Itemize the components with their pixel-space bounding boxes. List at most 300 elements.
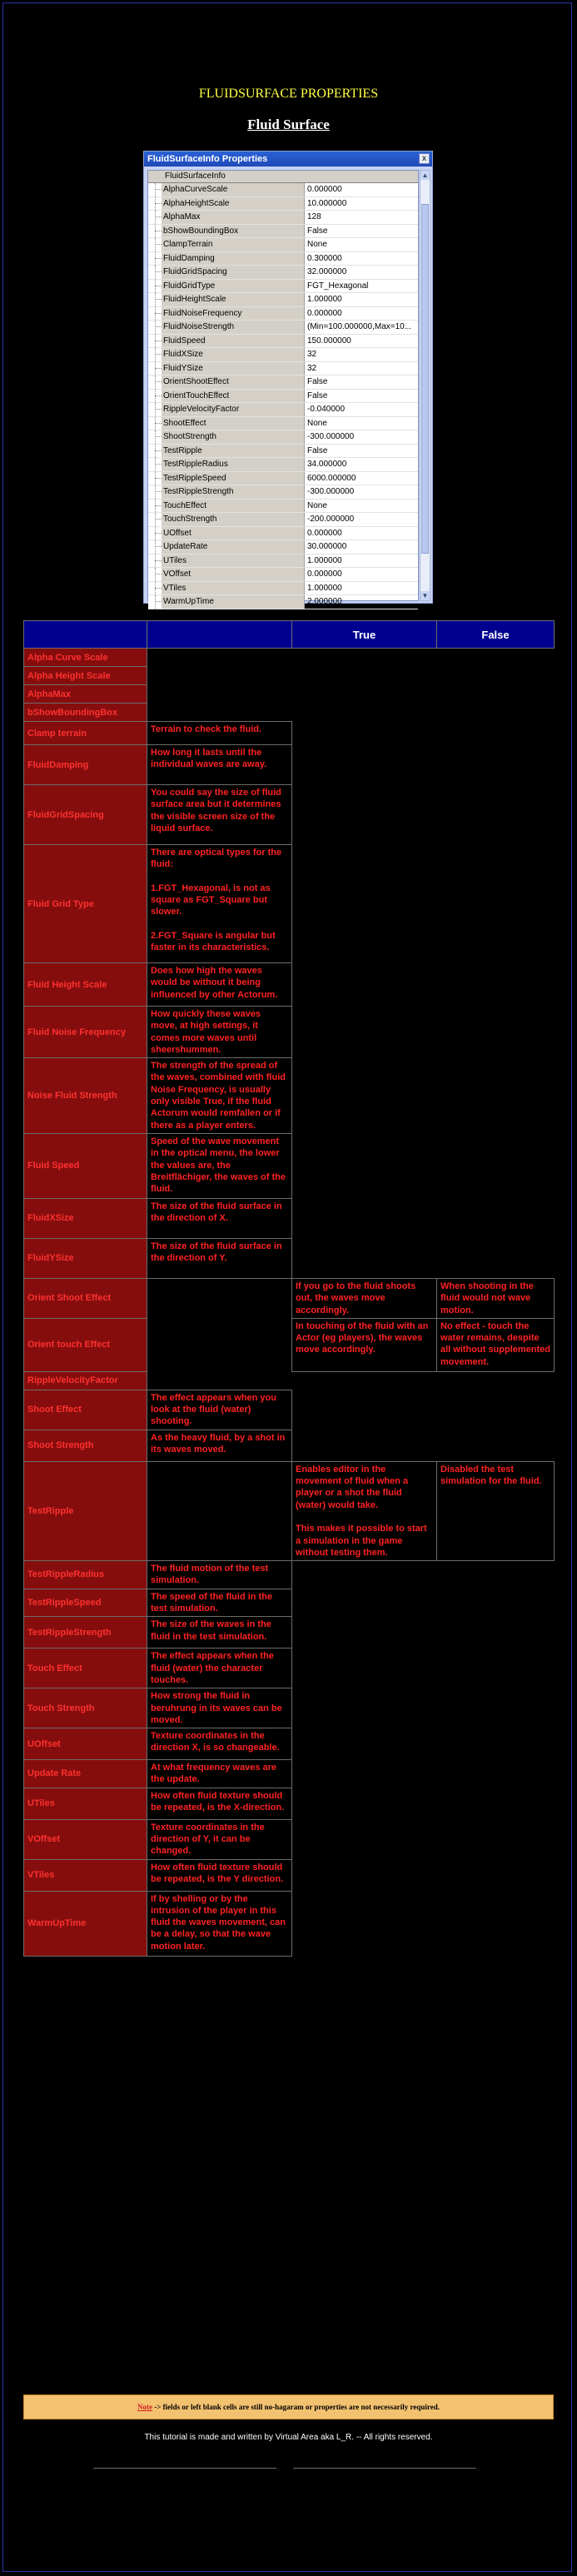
row-false-value bbox=[437, 1371, 555, 1390]
grid-prop-value[interactable]: (Min=100.000000,Max=10... bbox=[307, 322, 412, 331]
divider bbox=[93, 2468, 276, 2469]
table-row bbox=[24, 963, 555, 1007]
row-true-value bbox=[292, 963, 437, 1007]
grid-prop-value[interactable]: 1.000000 bbox=[307, 583, 342, 593]
grid-row[interactable] bbox=[148, 485, 418, 500]
scroll-down-icon[interactable]: ▼ bbox=[421, 592, 429, 599]
grid-prop-name: FluidYSize bbox=[162, 362, 305, 375]
table-row bbox=[24, 685, 555, 704]
grid-prop-value[interactable]: 30.000000 bbox=[307, 542, 347, 551]
grid-prop-name: ClampTerrain bbox=[162, 238, 305, 251]
row-true-value bbox=[292, 1589, 437, 1617]
row-property-name: TestRippleSpeed bbox=[24, 1589, 147, 1617]
grid-prop-name: AlphaMax bbox=[162, 211, 305, 224]
table-row bbox=[24, 1819, 555, 1859]
table-row bbox=[24, 1649, 555, 1688]
row-false-value bbox=[437, 1390, 555, 1430]
row-true-value bbox=[292, 1688, 437, 1728]
row-false-value bbox=[437, 1198, 555, 1238]
grid-prop-name: ShootStrength bbox=[162, 430, 305, 444]
row-description: There are optical types for the fluid: 1.FGT_Hexagonal, is not as square as FGT_Square but slower. 2.FGT_Square is angular but faster in its characteristics. bbox=[147, 845, 292, 963]
table-row bbox=[24, 745, 555, 785]
grid-prop-name: FluidNoiseStrength bbox=[162, 321, 305, 334]
row-false-value bbox=[437, 704, 555, 722]
row-true-value bbox=[292, 1649, 437, 1688]
table-row bbox=[24, 1390, 555, 1430]
grid-prop-name: TouchEffect bbox=[162, 500, 305, 513]
grid-row[interactable] bbox=[148, 375, 418, 390]
row-true-value: If you go to the fluid shoots out, the waves move accordingly. bbox=[292, 1278, 437, 1318]
grid-prop-name: VTiles bbox=[162, 582, 305, 595]
row-property-name: TestRipple bbox=[24, 1461, 147, 1560]
grid-prop-value[interactable]: None bbox=[307, 240, 327, 249]
grid-prop-value[interactable]: 0.000000 bbox=[307, 185, 342, 194]
row-true-value: In touching of the fluid with an Actor (eg players), the waves move accordingly. bbox=[292, 1318, 437, 1371]
table-header-row bbox=[24, 621, 555, 649]
grid-prop-value[interactable]: -200.000000 bbox=[307, 515, 355, 524]
grid-prop-value[interactable]: 32 bbox=[307, 363, 317, 373]
grid-row[interactable] bbox=[148, 252, 418, 266]
grid-prop-name: FluidGridType bbox=[162, 280, 305, 293]
row-description: Texture coordinates in the direction X, is so changeable. bbox=[147, 1728, 292, 1760]
row-false-value bbox=[437, 1788, 555, 1819]
grid-prop-value[interactable]: 1.000000 bbox=[307, 555, 342, 565]
row-property-name: RippleVelocityFactor bbox=[24, 1371, 147, 1390]
row-false-value bbox=[437, 1819, 555, 1859]
row-false-value bbox=[437, 1688, 555, 1728]
row-description: How long it lasts until the individual waves are away. bbox=[147, 745, 292, 785]
table-row bbox=[24, 1891, 555, 1956]
table-row bbox=[24, 1371, 555, 1390]
row-description: At what frequency waves are the update. bbox=[147, 1760, 292, 1788]
row-description: The speed of the fluid in the test simulation. bbox=[147, 1589, 292, 1617]
header-false: False bbox=[437, 621, 555, 649]
tree-line-icon bbox=[148, 362, 162, 375]
grid-prop-name: AlphaCurveScale bbox=[162, 183, 305, 196]
tree-line-icon bbox=[148, 568, 162, 581]
grid-row[interactable] bbox=[148, 458, 418, 472]
row-property-name: FluidGridSpacing bbox=[24, 785, 147, 845]
grid-row[interactable] bbox=[148, 197, 418, 211]
row-property-name: Touch Strength bbox=[24, 1688, 147, 1728]
grid-prop-name: FluidHeightScale bbox=[162, 293, 305, 306]
properties-window bbox=[143, 151, 433, 604]
tree-line-icon bbox=[148, 540, 162, 554]
tree-line-icon bbox=[148, 582, 162, 595]
row-true-value bbox=[292, 1788, 437, 1819]
grid-row[interactable] bbox=[148, 335, 418, 349]
table-row bbox=[24, 1728, 555, 1760]
row-description: If by shelling or by the intrusion of the player in this fluid the waves movement, can be a delay, so that the wave motion later. bbox=[147, 1891, 292, 1956]
row-false-value bbox=[437, 1430, 555, 1461]
row-description bbox=[147, 704, 292, 722]
grid-row[interactable] bbox=[148, 568, 418, 582]
row-false-value: When shooting in the fluid would not wave motion. bbox=[437, 1278, 555, 1318]
row-property-name: Orient Shoot Effect bbox=[24, 1278, 147, 1318]
section-heading: Fluid Surface bbox=[247, 117, 330, 132]
tree-line-icon bbox=[148, 458, 162, 471]
table-row bbox=[24, 1617, 555, 1649]
row-true-value bbox=[292, 845, 437, 963]
credit-text: This tutorial is made and written by Virtual Area aka L_R. -- All rights reserved. bbox=[144, 2433, 433, 2442]
row-description: How often fluid texture should be repeated, is the Y direction. bbox=[147, 1859, 292, 1891]
table-row bbox=[24, 1007, 555, 1058]
row-true-value bbox=[292, 1859, 437, 1891]
scroll-thumb[interactable] bbox=[421, 204, 429, 554]
row-false-value bbox=[437, 1561, 555, 1589]
tree-line-icon bbox=[148, 445, 162, 458]
header-blank bbox=[147, 621, 292, 649]
grid-prop-value[interactable]: None bbox=[307, 418, 327, 428]
grid-row[interactable] bbox=[148, 430, 418, 445]
row-property-name: Fluid Grid Type bbox=[24, 845, 147, 963]
row-description bbox=[147, 1371, 292, 1390]
table-row bbox=[24, 704, 555, 722]
table-row bbox=[24, 1688, 555, 1728]
tree-line-icon bbox=[148, 293, 162, 306]
grid-prop-name: RippleVelocityFactor bbox=[162, 403, 305, 416]
row-false-value bbox=[437, 1859, 555, 1891]
row-false-value bbox=[437, 745, 555, 785]
row-property-name: Orient touch Effect bbox=[24, 1318, 147, 1371]
grid-prop-name: FluidSpeed bbox=[162, 335, 305, 348]
table-row bbox=[24, 1058, 555, 1134]
row-property-name: FluidDamping bbox=[24, 745, 147, 785]
row-description: Speed of the wave movement in the optical menu, the lower the values are, the Breitflächiger, the waves of the fluid. bbox=[147, 1133, 292, 1198]
row-true-value bbox=[292, 745, 437, 785]
row-property-name: Shoot Effect bbox=[24, 1390, 147, 1430]
grid-prop-value[interactable]: 0.300000 bbox=[307, 253, 342, 263]
row-property-name: FluidYSize bbox=[24, 1238, 147, 1278]
note-link[interactable]: Note bbox=[137, 2403, 153, 2411]
row-description: How quickly these waves move, at high settings, it comes more waves until sheershummen. bbox=[147, 1007, 292, 1058]
grid-row[interactable] bbox=[148, 595, 418, 609]
grid-row[interactable] bbox=[148, 417, 418, 431]
grid-row[interactable] bbox=[148, 445, 418, 459]
grid-prop-value[interactable]: 32 bbox=[307, 350, 317, 359]
grid-prop-value[interactable]: 0.000000 bbox=[307, 569, 342, 579]
grid-prop-name: UOffset bbox=[162, 527, 305, 540]
row-description bbox=[147, 649, 292, 667]
grid-prop-value[interactable]: -300.000000 bbox=[307, 487, 355, 496]
grid-prop-value[interactable]: 34.000000 bbox=[307, 460, 347, 469]
page-title: FLUIDSURFACE PROPERTIES bbox=[198, 87, 379, 101]
row-true-value bbox=[292, 1198, 437, 1238]
grid-prop-value[interactable]: 0.000000 bbox=[307, 528, 342, 538]
note-text: -> fields or left blank cells are still no-hagaram or properties are not necessarily required. bbox=[154, 2403, 440, 2411]
row-false-value bbox=[437, 1058, 555, 1134]
grid-prop-name: OrientShootEffect bbox=[162, 375, 305, 389]
grid-row[interactable] bbox=[148, 280, 418, 294]
row-true-value bbox=[292, 722, 437, 745]
row-true-value: Enables editor in the movement of fluid when a player or a shot the fluid (water) would take. This makes it possible to start a simulation in the game without testing them. bbox=[292, 1461, 437, 1560]
row-false-value bbox=[437, 963, 555, 1007]
grid-row[interactable] bbox=[148, 582, 418, 596]
row-description: Terrain to check the fluid. bbox=[147, 722, 292, 745]
row-description: Does how high the waves would be without it being influenced by other Actorum. bbox=[147, 963, 292, 1007]
row-description bbox=[147, 667, 292, 685]
row-false-value bbox=[437, 1760, 555, 1788]
tree-line-icon bbox=[148, 335, 162, 348]
grid-row[interactable] bbox=[148, 540, 418, 554]
row-true-value bbox=[292, 1728, 437, 1760]
row-property-name: Noise Fluid Strength bbox=[24, 1058, 147, 1134]
row-false-value bbox=[437, 1238, 555, 1278]
row-false-value bbox=[437, 685, 555, 704]
row-false-value bbox=[437, 1007, 555, 1058]
grid-prop-value[interactable]: False bbox=[307, 226, 328, 236]
row-description: You could say the size of fluid surface area but it determines the visible screen size of the liquid surface. bbox=[147, 785, 292, 845]
row-description bbox=[147, 1461, 292, 1560]
grid-prop-name: UpdateRate bbox=[162, 540, 305, 554]
tree-line-icon bbox=[148, 417, 162, 430]
row-property-name: Fluid Height Scale bbox=[24, 963, 147, 1007]
table-row bbox=[24, 1589, 555, 1617]
row-true-value bbox=[292, 1819, 437, 1859]
tree-line-icon bbox=[148, 527, 162, 540]
row-property-name: Touch Effect bbox=[24, 1649, 147, 1688]
grid-row[interactable] bbox=[148, 403, 418, 417]
note-box bbox=[23, 2394, 554, 2419]
grid-row[interactable] bbox=[148, 500, 418, 514]
tree-line-icon bbox=[148, 321, 162, 334]
tree-line-icon bbox=[148, 390, 162, 403]
grid-prop-value[interactable]: 128 bbox=[307, 212, 321, 221]
row-true-value bbox=[292, 1760, 437, 1788]
table-row bbox=[24, 1461, 555, 1560]
row-property-name: Clamp terrain bbox=[24, 722, 147, 745]
row-true-value bbox=[292, 685, 437, 704]
grid-prop-value[interactable]: 2.000000 bbox=[307, 597, 342, 606]
grid-prop-value[interactable]: FGT_Hexagonal bbox=[307, 281, 369, 291]
grid-prop-value[interactable]: 150.000000 bbox=[307, 336, 351, 346]
grid-prop-value[interactable]: False bbox=[307, 377, 328, 386]
tree-line-icon bbox=[148, 197, 162, 211]
divider bbox=[293, 2468, 476, 2469]
grid-prop-name: FluidDamping bbox=[162, 252, 305, 266]
table-row bbox=[24, 649, 555, 667]
row-property-name: Fluid Speed bbox=[24, 1133, 147, 1198]
row-true-value bbox=[292, 1007, 437, 1058]
row-true-value bbox=[292, 649, 437, 667]
tree-line-icon bbox=[148, 280, 162, 293]
row-description: The effect appears when you look at the fluid (water) shooting. bbox=[147, 1390, 292, 1430]
grid-prop-name: FluidXSize bbox=[162, 348, 305, 361]
grid-row[interactable] bbox=[148, 307, 418, 321]
grid-prop-value[interactable]: 6000.000000 bbox=[307, 473, 356, 483]
tree-line-icon bbox=[148, 472, 162, 485]
row-false-value bbox=[437, 649, 555, 667]
row-true-value bbox=[292, 785, 437, 845]
row-property-name: WarmUpTime bbox=[24, 1891, 147, 1956]
row-true-value bbox=[292, 1371, 437, 1390]
row-description: How often fluid texture should be repeated, is the X-direction. bbox=[147, 1788, 292, 1819]
close-icon[interactable]: x bbox=[419, 153, 430, 164]
row-description: How strong the fluid in beruhrung in its waves can be moved. bbox=[147, 1688, 292, 1728]
grid-prop-value[interactable]: False bbox=[307, 445, 328, 455]
grid-prop-value[interactable]: None bbox=[307, 500, 327, 510]
tree-line-icon bbox=[148, 252, 162, 266]
grid-row[interactable] bbox=[148, 554, 418, 569]
table-row bbox=[24, 845, 555, 963]
row-property-name: VTiles bbox=[24, 1859, 147, 1891]
grid-row[interactable] bbox=[148, 390, 418, 404]
row-property-name: AlphaMax bbox=[24, 685, 147, 704]
grid-prop-name: VOffset bbox=[162, 568, 305, 581]
tree-line-icon bbox=[148, 595, 162, 609]
row-property-name: TestRippleStrength bbox=[24, 1617, 147, 1649]
grid-prop-value[interactable]: 32.000000 bbox=[307, 267, 347, 276]
tree-line-icon bbox=[148, 403, 162, 416]
grid-prop-name: OrientTouchEffect bbox=[162, 390, 305, 403]
row-description: As the heavy fluid, by a shot in its waves moved. bbox=[147, 1430, 292, 1461]
table-row bbox=[24, 1760, 555, 1788]
row-false-value bbox=[437, 1589, 555, 1617]
row-false-value bbox=[437, 1891, 555, 1956]
grid-prop-name: TestRippleSpeed bbox=[162, 472, 305, 485]
row-true-value bbox=[292, 1133, 437, 1198]
row-false-value bbox=[437, 1649, 555, 1688]
grid-prop-name: FluidNoiseFrequency bbox=[162, 307, 305, 321]
tree-line-icon bbox=[148, 430, 162, 444]
row-false-value bbox=[437, 667, 555, 685]
row-description: The size of the waves in the fluid in the test simulation. bbox=[147, 1617, 292, 1649]
grid-prop-value[interactable]: -0.040000 bbox=[307, 405, 346, 414]
table-row bbox=[24, 722, 555, 745]
table-row bbox=[24, 1238, 555, 1278]
grid-prop-name: WarmUpTime bbox=[162, 595, 305, 609]
grid-prop-value[interactable]: 0.000000 bbox=[307, 308, 342, 318]
scrollbar[interactable] bbox=[420, 170, 430, 601]
table-row bbox=[24, 1788, 555, 1819]
tree-line-icon bbox=[148, 238, 162, 251]
tree-line-icon bbox=[148, 375, 162, 389]
header-blank bbox=[24, 621, 147, 649]
row-description: The fluid motion of the test simulation. bbox=[147, 1561, 292, 1589]
row-false-value bbox=[437, 845, 555, 963]
table-row bbox=[24, 1859, 555, 1891]
properties-table bbox=[23, 620, 555, 1957]
table-row bbox=[24, 785, 555, 845]
grid-prop-name: TouchStrength bbox=[162, 513, 305, 526]
grid-row[interactable] bbox=[148, 362, 418, 376]
grid-prop-name: TestRipple bbox=[162, 445, 305, 458]
row-property-name: VOffset bbox=[24, 1819, 147, 1859]
grid-row[interactable] bbox=[148, 321, 418, 335]
grid-prop-name: TestRippleStrength bbox=[162, 485, 305, 499]
grid-prop-name: bShowBoundingBox bbox=[162, 225, 305, 238]
grid-row[interactable] bbox=[148, 211, 418, 225]
row-false-value bbox=[437, 1133, 555, 1198]
tree-line-icon bbox=[148, 554, 162, 568]
row-property-name: Update Rate bbox=[24, 1760, 147, 1788]
scroll-up-icon[interactable]: ▲ bbox=[421, 172, 429, 179]
tree-line-icon bbox=[148, 500, 162, 513]
grid-prop-value[interactable]: 10.000000 bbox=[307, 198, 347, 208]
row-true-value bbox=[292, 704, 437, 722]
row-property-name: TestRippleRadius bbox=[24, 1561, 147, 1589]
row-property-name: UTiles bbox=[24, 1788, 147, 1819]
grid-prop-name: UTiles bbox=[162, 554, 305, 568]
table-row bbox=[24, 1318, 555, 1371]
table-row bbox=[24, 1198, 555, 1238]
grid-row[interactable] bbox=[148, 513, 418, 527]
row-property-name: Shoot Strength bbox=[24, 1430, 147, 1461]
row-true-value bbox=[292, 1891, 437, 1956]
row-false-value: Disabled the test simulation for the fluid. bbox=[437, 1461, 555, 1560]
grid-prop-value[interactable]: False bbox=[307, 390, 328, 400]
window-title: FluidSurfaceInfo Properties bbox=[144, 152, 432, 167]
tree-line-icon bbox=[148, 348, 162, 361]
tree-line-icon bbox=[148, 183, 162, 196]
grid-row[interactable] bbox=[148, 225, 418, 239]
row-true-value bbox=[292, 1617, 437, 1649]
row-property-name: UOffset bbox=[24, 1728, 147, 1760]
header-true: True bbox=[292, 621, 437, 649]
row-property-name: Alpha Height Scale bbox=[24, 667, 147, 685]
tree-line-icon bbox=[148, 513, 162, 526]
row-true-value bbox=[292, 667, 437, 685]
row-false-value: No effect - touch the water remains, despite all without supplemented movement. bbox=[437, 1318, 555, 1371]
row-description: The strength of the spread of the waves, combined with fluid Noise Frequency, is usually only visible True, if the fluid Actorum would remfallen or if there as a player enters. bbox=[147, 1058, 292, 1134]
tree-line-icon bbox=[148, 485, 162, 499]
row-true-value bbox=[292, 1058, 437, 1134]
table-row bbox=[24, 667, 555, 685]
row-property-name: Alpha Curve Scale bbox=[24, 649, 147, 667]
row-property-name: Fluid Noise Frequency bbox=[24, 1007, 147, 1058]
row-description bbox=[147, 685, 292, 704]
row-false-value bbox=[437, 785, 555, 845]
row-true-value bbox=[292, 1390, 437, 1430]
row-false-value bbox=[437, 1617, 555, 1649]
grid-row[interactable] bbox=[148, 527, 418, 541]
grid-prop-name: TestRippleRadius bbox=[162, 458, 305, 471]
grid-row[interactable] bbox=[148, 293, 418, 307]
table-row bbox=[24, 1561, 555, 1589]
tree-line-icon bbox=[148, 266, 162, 279]
grid-prop-name: FluidGridSpacing bbox=[162, 266, 305, 279]
grid-prop-name: AlphaHeightScale bbox=[162, 197, 305, 211]
tree-line-icon bbox=[148, 307, 162, 321]
property-grid bbox=[147, 170, 419, 606]
grid-prop-value[interactable]: 1.000000 bbox=[307, 295, 342, 304]
tree-line-icon bbox=[148, 211, 162, 224]
row-true-value bbox=[292, 1561, 437, 1589]
row-description: Texture coordinates in the direction of Y, it can be changed. bbox=[147, 1819, 292, 1859]
row-description: The effect appears when the fluid (water) the character touches. bbox=[147, 1649, 292, 1688]
row-true-value bbox=[292, 1430, 437, 1461]
grid-row[interactable] bbox=[148, 472, 418, 486]
row-description bbox=[147, 1318, 292, 1371]
row-false-value bbox=[437, 722, 555, 745]
row-false-value bbox=[437, 1728, 555, 1760]
grid-prop-value[interactable]: -300.000000 bbox=[307, 432, 355, 441]
row-true-value bbox=[292, 1238, 437, 1278]
grid-row[interactable] bbox=[148, 348, 418, 362]
table-row bbox=[24, 1278, 555, 1318]
grid-group-label[interactable]: FluidSurfaceInfo bbox=[148, 171, 418, 183]
row-property-name: bShowBoundingBox bbox=[24, 704, 147, 722]
table-row bbox=[24, 1430, 555, 1461]
grid-row[interactable] bbox=[148, 183, 418, 197]
row-description: The size of the fluid surface in the direction of Y. bbox=[147, 1238, 292, 1278]
row-description: The size of the fluid surface in the direction of X. bbox=[147, 1198, 292, 1238]
tree-line-icon bbox=[148, 225, 162, 238]
grid-row[interactable] bbox=[148, 266, 418, 280]
row-description bbox=[147, 1278, 292, 1318]
grid-row[interactable] bbox=[148, 238, 418, 252]
row-property-name: FluidXSize bbox=[24, 1198, 147, 1238]
